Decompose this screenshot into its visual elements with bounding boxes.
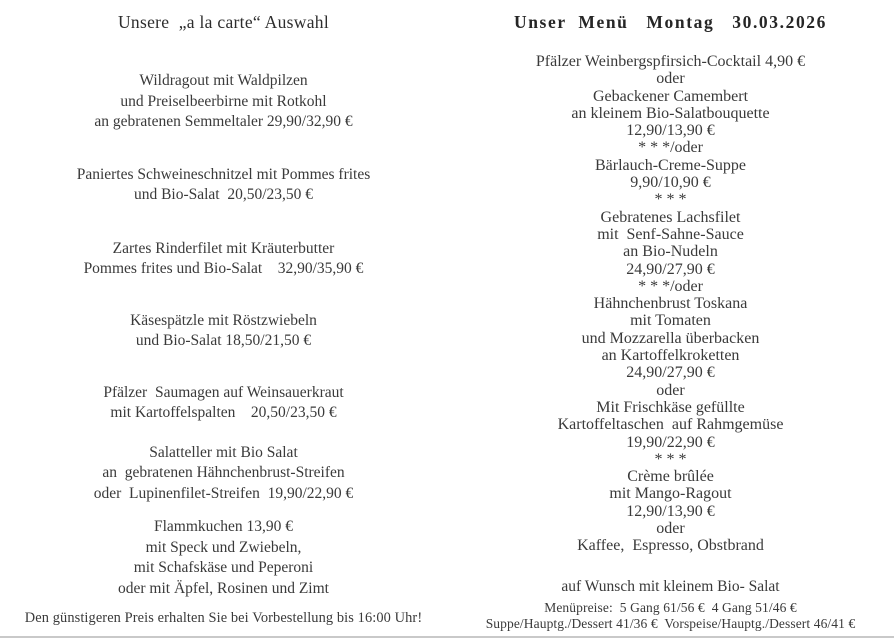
menu-item-wildragout bbox=[0, 71, 447, 133]
menu-course-line: 9,90/10,90 € bbox=[630, 174, 711, 192]
menu-item-line: Flammkuchen 13,90 € bbox=[153, 518, 294, 535]
menu-item-rinderfilet bbox=[0, 239, 447, 280]
menu-course-line: * * * bbox=[654, 191, 687, 209]
menu-course-line: oder bbox=[656, 381, 685, 399]
menu-course-line: 19,90/22,90 € bbox=[626, 433, 715, 451]
menu-prices bbox=[447, 600, 894, 633]
a-la-carte-title: Unsere „a la carte“ Auswahl bbox=[117, 12, 329, 32]
menu-item-line: mit Speck und Zwiebeln, bbox=[145, 538, 302, 556]
menu-course-line: Bärlauch-Creme-Suppe bbox=[594, 156, 747, 174]
menu-course-line: Pfälzer Weinbergspfirsich-Cocktail 4,90 € bbox=[535, 53, 806, 70]
daily-menu-courses bbox=[447, 53, 894, 555]
bio-salad-note: auf Wunsch mit kleinem Bio- Salat bbox=[561, 577, 780, 595]
menu-item-kaesespaetzle bbox=[0, 311, 447, 352]
menu-item-line: und Bio-Salat 20,50/23,50 € bbox=[133, 186, 314, 203]
menu-course-line: * * */oder bbox=[638, 139, 703, 157]
menu-course-line: * * */oder bbox=[638, 277, 703, 295]
menu-course-line: oder bbox=[656, 520, 685, 538]
menu-course-line: Mit Frischkäse gefüllte bbox=[596, 398, 745, 416]
menu-course-line: * * * bbox=[654, 450, 687, 468]
menu-item-line: Salatteller mit Bio Salat bbox=[149, 443, 298, 461]
menu-item-line: Zartes Rinderfilet mit Kräuterbutter bbox=[112, 239, 335, 257]
menu-course-line: 12,90/13,90 € bbox=[626, 122, 715, 140]
menu-course-line: an Kartoffelkroketten bbox=[601, 347, 740, 365]
menu-item-line: Pommes frites und Bio-Salat 32,90/35,90 € bbox=[83, 260, 364, 277]
menu-item-line: Käsespätzle mit Röstzwiebeln bbox=[130, 311, 317, 329]
menu-course-line: Gebackener Camembert bbox=[592, 87, 749, 105]
menu-course-line: 12,90/13,90 € bbox=[626, 502, 715, 520]
menu-course-line: oder bbox=[656, 70, 685, 88]
daily-menu-title: Unser Menü Montag 30.03.2026 bbox=[513, 12, 828, 32]
menu-course-line: und Mozzarella überbacken bbox=[581, 329, 760, 347]
menu-course-line: Kartoffeltaschen auf Rahmgemüse bbox=[557, 416, 784, 434]
menu-course-line: an Bio-Nudeln bbox=[623, 243, 718, 261]
menu-course-line: Gebratenes Lachsfilet bbox=[600, 208, 741, 226]
menu-item-line: mit Kartoffelspalten 20,50/23,50 € bbox=[110, 404, 337, 421]
preorder-note: Den günstigeren Preis erhalten Sie bei Vorbestellung bis 16:00 Uhr! bbox=[24, 610, 423, 626]
menu-course-line: 24,90/27,90 € bbox=[626, 364, 715, 382]
daily-menu-column bbox=[447, 0, 894, 644]
menu-price-line: Menüpreise: 5 Gang 61/56 € 4 Gang 51/46 € bbox=[544, 599, 797, 615]
menu-item-line: an gebratenen Hähnchenbrust-Streifen bbox=[102, 464, 345, 481]
menu-course-line: Crème brûlée bbox=[627, 468, 714, 486]
menu-item-line: Wildragout mit Waldpilzen bbox=[139, 72, 308, 89]
menu-item-line: oder mit Äpfel, Rosinen und Zimt bbox=[118, 579, 329, 597]
menu-item-saumagen bbox=[0, 383, 447, 424]
menu-item-line: Pfälzer Saumagen auf Weinsauerkraut bbox=[103, 383, 344, 401]
menu-item-line: Paniertes Schweineschnitzel mit Pommes frites bbox=[76, 165, 371, 183]
menu-course-line: mit Senf-Sahne-Sauce bbox=[597, 225, 744, 243]
menu-item-line: oder Lupinenfilet-Streifen 19,90/22,90 € bbox=[93, 484, 354, 502]
menu-item-line: und Preiselbeerbirne mit Rotkohl bbox=[120, 92, 327, 110]
menu-item-line: mit Schafskäse und Peperoni bbox=[133, 559, 314, 576]
menu-course-line: mit Tomaten bbox=[630, 312, 711, 330]
menu-item-schweineschnitzel bbox=[0, 165, 447, 206]
menu-course-line: 24,90/27,90 € bbox=[626, 260, 715, 278]
menu-price-line: Suppe/Hauptg./Dessert 41/36 € Vorspeise/Hauptg./Dessert 46/41 € bbox=[485, 616, 856, 632]
menu-item-flammkuchen bbox=[0, 517, 447, 599]
menu-item-line: und Bio-Salat 18,50/21,50 € bbox=[135, 332, 312, 349]
menu-item-salatteller bbox=[0, 443, 447, 505]
menu-course-line: Kaffee, Espresso, Obstbrand bbox=[577, 537, 764, 555]
menu-course-line: an kleinem Bio-Salatbouquette bbox=[571, 104, 770, 122]
menu-course-line: mit Mango-Ragout bbox=[609, 485, 732, 503]
menu-item-line: an gebratenen Semmeltaler 29,90/32,90 € bbox=[94, 113, 353, 130]
menu-course-line: Hähnchenbrust Toskana bbox=[593, 295, 748, 313]
